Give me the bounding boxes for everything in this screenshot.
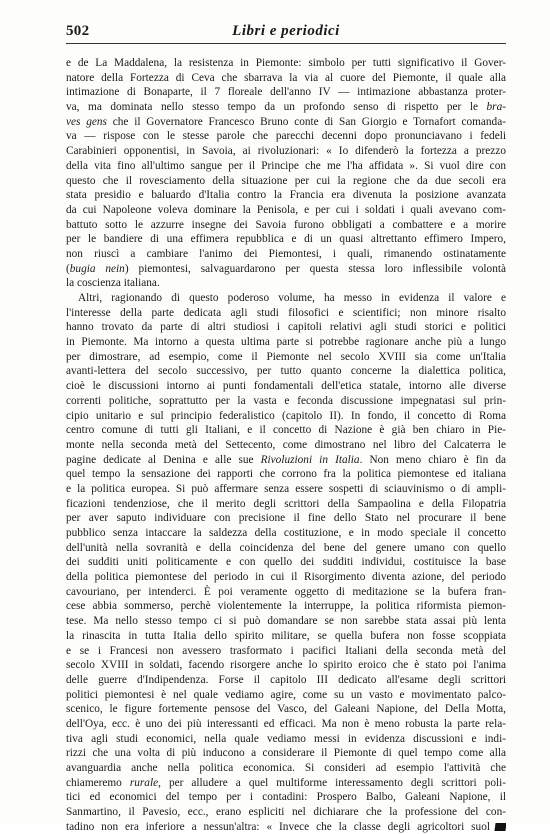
text-line: e se i Francesi non avessero trasformato i pacifici Italiani della seconda metà del xyxy=(66,644,506,657)
text-line: pubblico senza intaccare la saldezza della costituzione, e in modo speciale il concetto xyxy=(66,527,506,539)
text-line: tici ed economici del tempo per i contadini: Prospero Balbo, Galeani Napione, il xyxy=(66,791,506,804)
text-line: chiameremo rurale, per alludere a quel multiforme interessamento degli scrittori poli- xyxy=(66,776,506,789)
page-header xyxy=(66,23,506,44)
text-line: in Piemonte. Ma intorno a questa ultima parte si potrebbe ragionare anche più a lungo xyxy=(66,336,506,349)
text-line: per aver saputo individuare con precisione il fine dello Stato nel procurare il bene xyxy=(66,512,506,525)
text-line: correnti politiche, soprattutto per la vasta e feconda discussione impegnatasi sul prin- xyxy=(66,394,506,407)
paragraph xyxy=(66,56,506,291)
text-line: delle guerre d'Indipendenza. Forse il capitolo III dedicato all'esame degli scrittori xyxy=(66,673,506,686)
text-line: va, ma dominata nello stesso tempo da un profondo senso di rispetto per le bra- xyxy=(66,101,506,114)
text-line: tese. Ma nello stesso tempo ci si può domandare se non sarebbe stata assai più lenta xyxy=(66,615,506,628)
text-line: tiva agli studi economici, nella quale vediamo messi in evidenza discussioni e indi- xyxy=(66,732,506,745)
text-line: e la politica europea. Si può affermare senza essere sospetti di sciauvinismo o di ampli- xyxy=(66,482,506,495)
text-line: ves gens che il Governatore Francesco Bruno conte di San Giorgio e Tornafort comanda- xyxy=(66,115,506,128)
text-line: avanti-lettera del secolo successivo, per tutto quanto concerne la dialettica politica, xyxy=(66,365,506,378)
text-line: politici piemontesi è nel quale vediamo agire, come su un vasto e movimentato palco- xyxy=(66,688,506,701)
text-line: va — rispose con le stesse parole che parecchi decenni dopo pronunciavano i fedeli xyxy=(66,130,506,143)
text-line: della vita fino all'ultimo sangue per il Principe che me l'ha affidata ». Si vuol dire con xyxy=(66,159,506,172)
text-line: l'interesse della parte dedicata agli studi filosofici e scientifici; non minore risalto xyxy=(66,306,506,319)
text-line: dell'Oya, ecc. è uno dei più interessanti ed efficaci. Ma non è meno robusta la parte rela- xyxy=(66,717,506,730)
text-line: Altri, ragionando di questo poderoso volume, ha messo in evidenza il valore e xyxy=(78,292,506,304)
text-line: cioè le discussioni intorno ai punti fondamentali dell'etica statale, intorno alle diverse xyxy=(66,380,506,393)
text-line: centro comune di tutti gli Italiani, e il concetto di Nazione è già ben chiaro in Pie- xyxy=(66,424,506,437)
text-line: per dimostrare, ad esempio, come il Piemonte nel secolo XVIII sia come un'Italia xyxy=(66,350,506,363)
text-line: cipio unitario e sul principio federalistico (capitolo II). In fondo, il concetto di Roma xyxy=(66,409,506,422)
text-line: dei sudditi uniti politicamente e con quello dei sudditi individui, costituisce la base xyxy=(66,556,506,569)
text-line: (bugia nein) piemontesi, salvaguardarono per questa stessa loro inflessibile volontà xyxy=(66,262,506,275)
text-line: questo che il rovesciamento della situazione per cui la regione che da due secoli era xyxy=(66,174,506,187)
text-line: hanno trovato da parte di altri studiosi i capitoli relativi agli studi storici e politici xyxy=(66,321,506,334)
text-line: secolo XVIII in soldati, facendo risorgere anche lo spirito eroico che è stato poi l'anima xyxy=(66,659,506,672)
text-line: monte nella seconda metà del Settecento, come dimostrano nel libro del Calcaterra le xyxy=(66,438,506,451)
text-line: intimazione di Bonaparte, il 7 floreale dell'anno IV — intimazione abbastanza proter- xyxy=(66,86,506,99)
text-line: dell'unità nella sovranità e della coincidenza del bene del genere umano con quello xyxy=(66,541,506,554)
text-line: cavouriano, per intenderci. È poi veramente oggetto di meditazione se la bufera fran- xyxy=(66,585,506,598)
text-line: scenico, le figure fortemente pensose del Vasco, del Galeani Napione, del Della Motta, xyxy=(66,703,506,716)
text-line: natore della Fortezza di Ceva che sbarrava la via al cuore del Piemonte, il quale alla xyxy=(66,71,506,84)
text-line: la coscienza italiana. xyxy=(66,277,160,290)
text-line: battuto sotto le azzurre insegne dei Savoia furono obbligati a combattere e a morire xyxy=(66,218,506,231)
text-line: quel tempo la sensazione dei rapporti che corrono fra la politica piemontese ed italiana xyxy=(66,468,506,481)
text-line: non riuscì a cambiare l'animo dei Piemontesi, i quali, rimanendo ostinatamente xyxy=(66,247,506,260)
body-text xyxy=(66,56,506,834)
text-line: ficazioni tendenziose, che il merito degli scrittori della Sampaolina e della Filopatria xyxy=(66,497,506,510)
page-number: 502 xyxy=(66,23,90,39)
text-line: rizzi che una volta di più inducono a considerare il Piemonte di quel tempo come alla xyxy=(66,747,506,760)
text-line: per le bandiere di una effimera repubblica e di un quasi altrettanto effimero Impero, xyxy=(66,233,506,246)
text-line: da cui Napoleone voleva dominare la Penisola, e per cui i soldati i quali avevano com- xyxy=(66,203,506,216)
text-line: della politica piemontese del periodo in cui il Risorgimento diventa azione, del periodo xyxy=(66,571,506,584)
ink-mark-icon xyxy=(494,823,506,831)
text-line: Sanmartino, il Pavesio, ecc., erano espliciti nel dichiarare che la professione del con- xyxy=(66,806,506,819)
text-line: la rinascita in tutta Italia dello spirito militare, se quella bufera non fosse scoppiata xyxy=(66,629,506,642)
text-line: pagine dedicate al Denina e alle sue Rivoluzioni in Italia. Non meno chiaro è fin da xyxy=(66,453,506,466)
text-line: e de La Maddalena, la resistenza in Piemonte: simbolo per tutti significativo il Gover- xyxy=(66,57,506,69)
text-line: avanguardia anche nella politica economica. Si consideri ad esempio l'attività che xyxy=(66,762,506,774)
text-line: cese abbia sommerso, perchè violentemente la interruppe, la politica riformista piemon- xyxy=(66,600,506,613)
running-title: Libri e periodici xyxy=(232,23,340,39)
paragraph xyxy=(66,291,506,834)
text-line: stata presidio e baluardo d'Italia contro la Francia era divenuta la posizione avanzata xyxy=(66,189,506,202)
text-line: tadino non era inferiore a nessun'altra: « Invece che la classe degli agricoltori suol xyxy=(66,820,506,834)
text-line: Carabinieri opponentisi, in Savoia, ai rivoluzionari: « Io difenderò la fortezza a prezzo xyxy=(66,145,506,158)
